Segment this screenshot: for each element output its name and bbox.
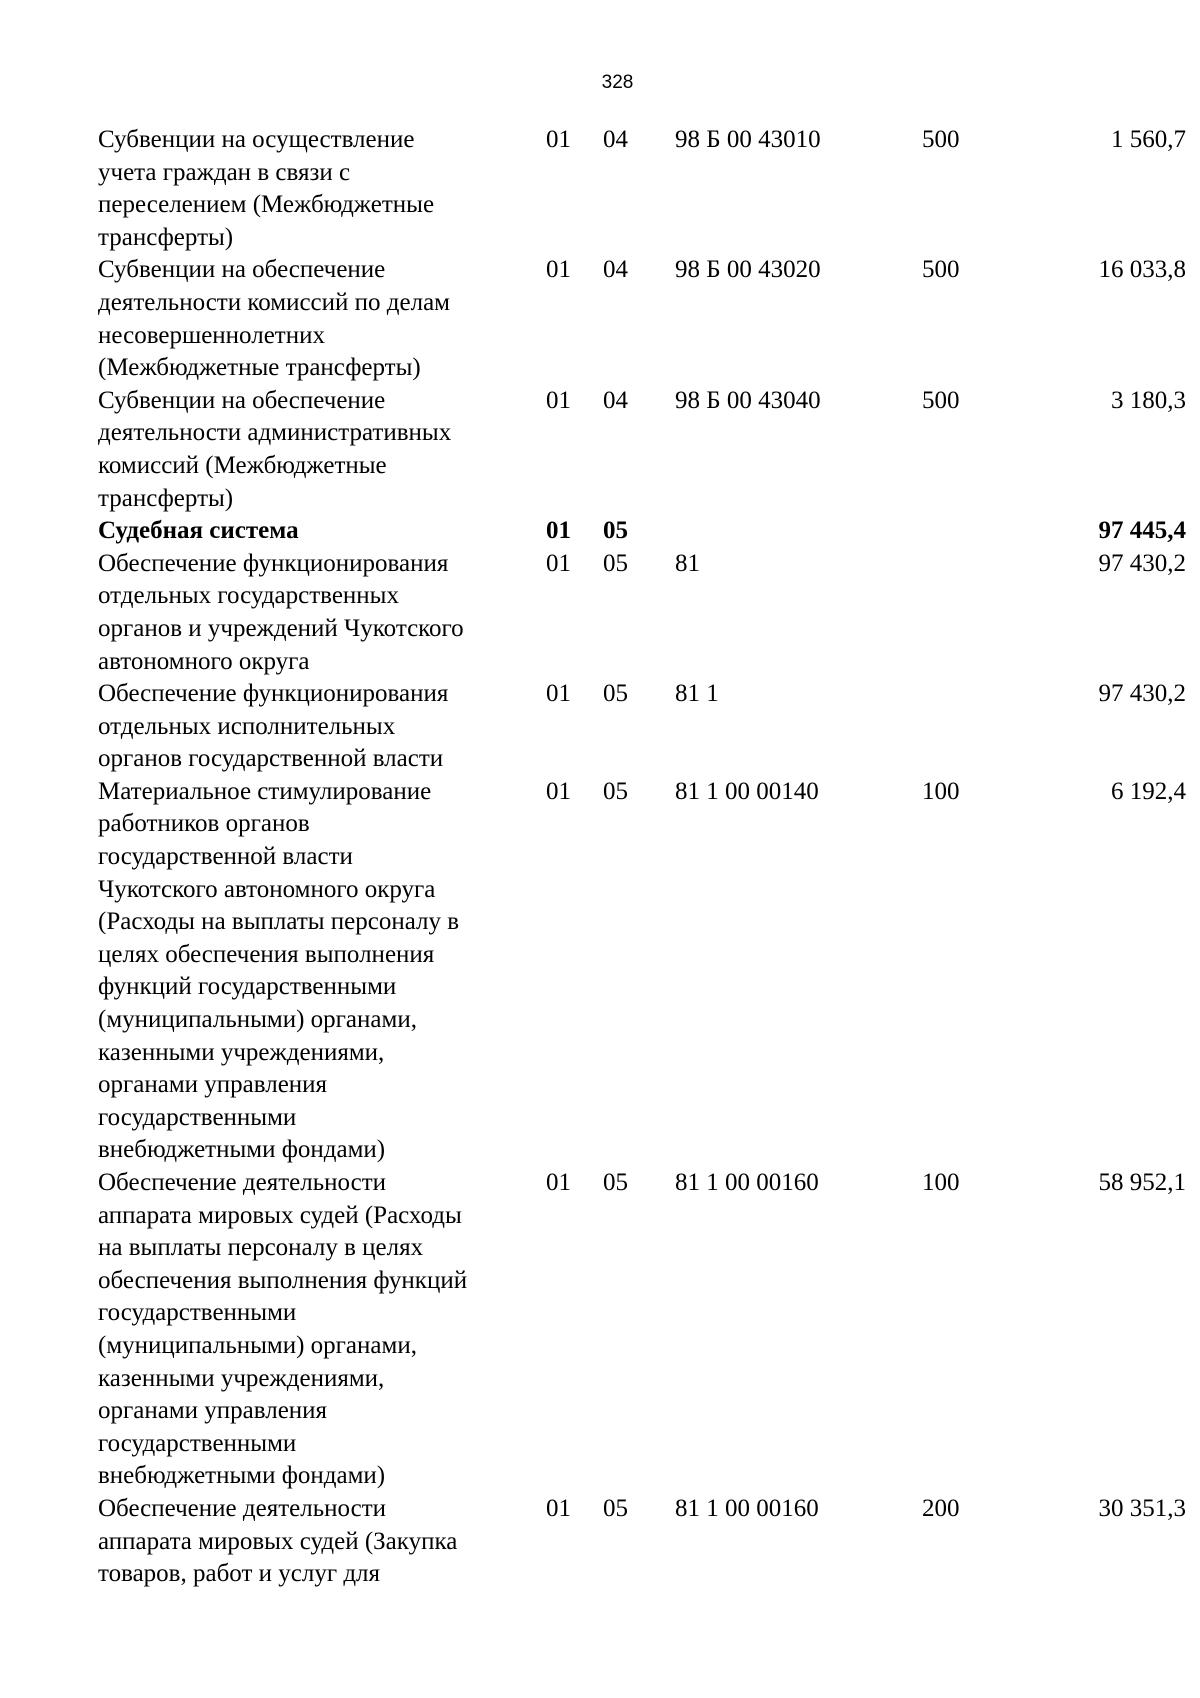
item-name-line: (Межбюджетные трансферты) — [98, 354, 421, 382]
subsection-code-cell: 05 — [603, 517, 628, 545]
item-name-line: товаров, работ и услуг для — [98, 1560, 381, 1588]
subsection-code-cell: 05 — [603, 680, 628, 708]
item-name-cell — [98, 1167, 546, 1493]
item-name-line: на выплаты персоналу в целях — [98, 1234, 424, 1262]
amount-cell: 58 952,1 — [1098, 1169, 1186, 1196]
target-article-cell: 98 Б 00 43010 — [675, 126, 821, 153]
amount-cell: 16 033,8 — [1098, 256, 1186, 284]
item-name-line: государственными — [98, 1103, 297, 1131]
section-code-cell: 01 — [546, 1494, 571, 1522]
item-name-line: аппарата мировых судей (Закупка — [98, 1527, 458, 1555]
item-name-line: трансферты) — [98, 223, 234, 251]
item-name-line: целях обеспечения выполнения — [98, 940, 435, 968]
item-name-cell — [98, 254, 546, 384]
table-row — [98, 1167, 1186, 1493]
subsection-code-cell: 05 — [603, 777, 628, 805]
item-name-line: (муниципальными) органами, — [98, 1331, 417, 1359]
target-article-cell: 81 1 00 00160 — [675, 1169, 819, 1196]
item-name-line: государственной власти — [98, 843, 353, 871]
item-name-line: Субвенции на обеспечение — [98, 386, 386, 414]
section-code-cell: 01 — [546, 1169, 571, 1196]
expense-type-cell: 200 — [922, 1494, 960, 1522]
subsection-code-cell: 05 — [603, 1494, 628, 1522]
table-row — [98, 548, 1186, 678]
target-article-cell: 81 — [675, 549, 700, 577]
section-code-cell: 01 — [546, 777, 571, 805]
item-name-line: переселением (Межбюджетные — [98, 191, 435, 219]
target-article-cell — [675, 515, 922, 548]
subsection-code-cell: 05 — [603, 549, 628, 577]
item-name-line: органами управления — [98, 1071, 328, 1099]
item-name-line: функций государственными — [98, 973, 397, 1001]
item-name-line: Обеспечение деятельности — [98, 1494, 387, 1522]
section-code-cell: 01 — [546, 256, 571, 284]
table-row — [98, 776, 1186, 1167]
item-name-cell — [98, 776, 546, 1167]
item-name-cell — [98, 548, 546, 678]
item-name-line: (муниципальными) органами, — [98, 1006, 417, 1034]
item-name-line: несовершеннолетних — [98, 321, 325, 349]
expense-type-cell — [922, 678, 1020, 776]
item-name-line: Судебная система — [98, 517, 299, 545]
item-name-line: аппарата мировых судей (Расходы — [98, 1201, 462, 1229]
item-name-line: Обеспечение функционирования — [98, 680, 449, 708]
section-code-cell: 01 — [546, 549, 571, 577]
target-article-cell: 81 1 00 00140 — [675, 777, 819, 805]
item-name-line: государственными — [98, 1429, 297, 1457]
item-name-line: Субвенции на осуществление — [98, 126, 415, 153]
subsection-code-cell: 04 — [603, 386, 628, 414]
table-row — [98, 124, 1186, 254]
item-name-line: работников органов — [98, 810, 310, 838]
expense-type-cell: 500 — [922, 256, 960, 284]
amount-cell: 1 560,7 — [1111, 126, 1186, 153]
expense-type-cell — [922, 515, 1020, 548]
table-row — [98, 678, 1186, 776]
section-code-cell: 01 — [546, 680, 571, 708]
item-name-line: учета граждан в связи с — [98, 158, 351, 186]
target-article-cell: 81 1 — [675, 680, 719, 708]
item-name-line: казенными учреждениями, — [98, 1038, 385, 1066]
item-name-cell — [98, 515, 546, 548]
item-name-line: органами управления — [98, 1397, 328, 1425]
amount-cell: 97 445,4 — [1098, 517, 1186, 545]
table-row — [98, 1493, 1186, 1591]
item-name-line: внебюджетными фондами) — [98, 1136, 386, 1164]
item-name-line: трансферты) — [98, 484, 234, 512]
budget-table-body — [98, 124, 1186, 1591]
subsection-code-cell: 04 — [603, 126, 628, 153]
item-name-line: Материальное стимулирование — [98, 777, 432, 805]
target-article-cell: 98 Б 00 43040 — [675, 386, 821, 414]
table-row — [98, 515, 1186, 548]
section-code-cell: 01 — [546, 517, 571, 545]
amount-cell: 6 192,4 — [1111, 777, 1186, 805]
item-name-line: Субвенции на обеспечение — [98, 256, 386, 284]
expense-type-cell: 100 — [922, 777, 960, 805]
target-article-cell: 81 1 00 00160 — [675, 1494, 819, 1522]
item-name-line: автономного округа — [98, 647, 310, 675]
item-name-line: органов и учреждений Чукотского — [98, 614, 464, 642]
section-code-cell: 01 — [546, 386, 571, 414]
item-name-line: комиссий (Межбюджетные — [98, 451, 387, 479]
item-name-cell — [98, 678, 546, 776]
amount-cell: 3 180,3 — [1111, 386, 1186, 414]
target-article-cell: 98 Б 00 43020 — [675, 256, 821, 284]
table-row — [98, 385, 1186, 515]
item-name-line: отдельных государственных — [98, 582, 399, 610]
item-name-line: деятельности комиссий по делам — [98, 288, 451, 316]
item-name-line: Обеспечение деятельности — [98, 1169, 387, 1196]
amount-cell: 30 351,3 — [1098, 1494, 1186, 1522]
item-name-line: деятельности административных — [98, 419, 452, 447]
item-name-line: Чукотского автономного округа — [98, 875, 436, 903]
expense-type-cell — [922, 548, 1020, 678]
item-name-line: государственными — [98, 1299, 297, 1327]
item-name-line: внебюджетными фондами) — [98, 1462, 386, 1490]
item-name-cell — [98, 1493, 546, 1591]
subsection-code-cell: 04 — [603, 256, 628, 284]
amount-cell: 97 430,2 — [1098, 680, 1186, 708]
item-name-line: обеспечения выполнения функций — [98, 1266, 468, 1294]
section-code-cell: 01 — [546, 126, 571, 153]
table-row — [98, 254, 1186, 384]
page-number: 328 — [601, 72, 634, 93]
item-name-line: органов государственной власти — [98, 745, 444, 773]
item-name-line: отдельных исполнительных — [98, 712, 396, 740]
expense-type-cell: 500 — [922, 386, 960, 414]
subsection-code-cell: 05 — [603, 1169, 628, 1196]
item-name-cell — [98, 385, 546, 515]
item-name-line: казенными учреждениями, — [98, 1364, 385, 1392]
budget-table — [98, 124, 1186, 1591]
item-name-cell — [98, 124, 546, 254]
amount-cell: 97 430,2 — [1098, 549, 1186, 577]
expense-type-cell: 100 — [922, 1169, 960, 1196]
item-name-line: (Расходы на выплаты персоналу в — [98, 908, 460, 936]
expense-type-cell: 500 — [922, 126, 960, 153]
item-name-line: Обеспечение функционирования — [98, 549, 449, 577]
